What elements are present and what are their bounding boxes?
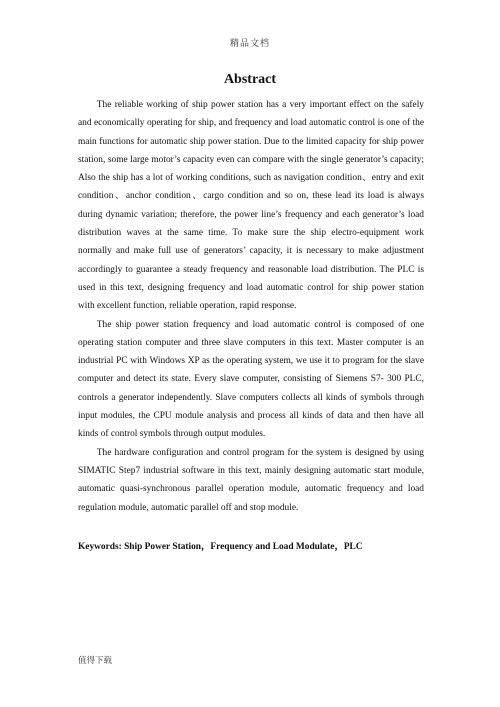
keywords-line: Keywords: Ship Power Station，Frequency and Load Modulate，PLC	[78, 542, 363, 552]
page-header: 精品文档	[229, 38, 270, 48]
abstract-title: Abstract	[223, 72, 277, 87]
paragraph-3: The hardware configuration and control program for the system is designed by using SIMATIC Step7 industrial software in this text, mainly designing automatic start module, automatic quasi-synchronous parallel operation module, automatic frequency and load regulation module, automatic parallel off and stop module.	[78, 447, 424, 513]
page-footer: 值得下载	[78, 655, 113, 665]
abstract-body	[78, 96, 424, 517]
paragraph-2: The ship power station frequency and load automatic control is composed of one operating station computer and three slave computers in this text. Master computer is an industrial PC with Windows XP as the operating system, we use it to program for the slave computer and detect its state. Every slave computer, consisting of Siemens S7- 300 PLC, controls a generator independently. Slave computers collects all kinds of symbols through input modules, the CPU module analysis and process all kinds of data and then have all kinds of control symbols through output modules.	[78, 319, 424, 440]
paragraph-1: The reliable working of ship power station has a very important effect on the safely and economically operating for ship, and frequency and load automatic control is one of the main functions for automatic ship power station. Due to the limited capacity for ship power station, some large motor’s capacity even can compare with the single generator’s capacity; Also the ship has a lot of working conditions, such as navigation condition、entry and exit condition、anchor condition、cargo condition and so on, these lead its load is always during dynamic variation; therefore, the power line’s frequency and each generator’s load distribution waves at the same time. To make sure the ship electro-equipment work normally and make full use of generators’ capacity, it is necessary to make adjustment accordingly to guarantee a steady frequency and reasonable load distribution. The PLC is used in this text, designing frequency and load automatic control for ship power station with excellent function, reliable operation, rapid response.	[78, 100, 424, 312]
